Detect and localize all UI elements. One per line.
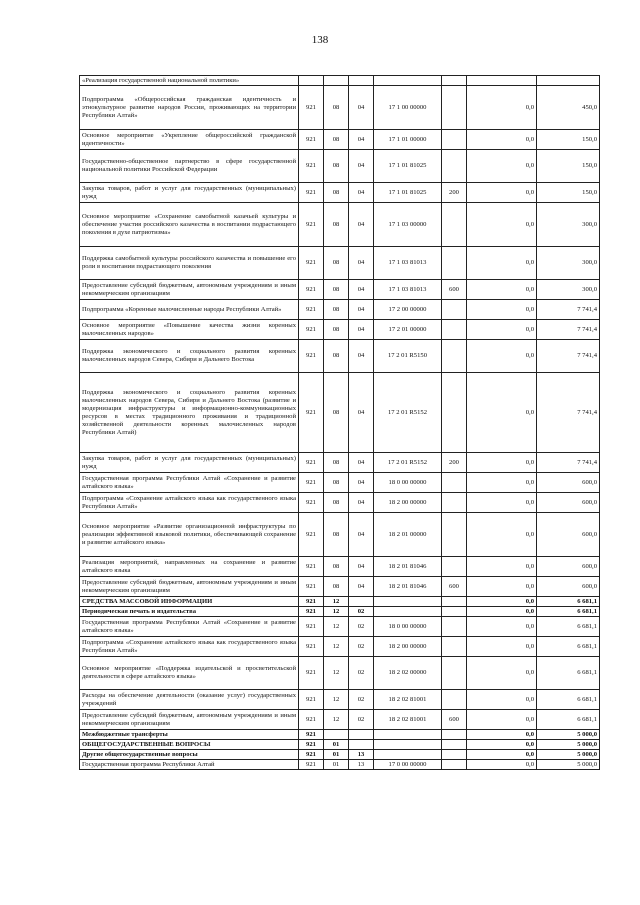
cell-col6: 0,0 xyxy=(467,617,537,637)
cell-amount: 6 681,1 xyxy=(537,690,600,710)
cell-col6: 0,0 xyxy=(467,597,537,607)
cell-col6: 0,0 xyxy=(467,340,537,373)
cell-subsection: 04 xyxy=(349,320,374,340)
cell-name: Основное мероприятие «Укрепление общероссийской гражданской идентичности» xyxy=(80,130,299,150)
cell-section: 08 xyxy=(324,247,349,280)
cell-ministry: 921 xyxy=(299,453,324,473)
cell-subsection: 04 xyxy=(349,453,374,473)
cell-name: Государственная программа Республики Алтай «Сохранение и развитие алтайского языка» xyxy=(80,617,299,637)
cell-expense-type xyxy=(442,320,467,340)
cell-section: 12 xyxy=(324,710,349,730)
cell-col6: 0,0 xyxy=(467,86,537,130)
cell-target: 17 2 01 00000 xyxy=(374,320,442,340)
cell-expense-type xyxy=(442,690,467,710)
cell-ministry: 921 xyxy=(299,340,324,373)
cell-ministry: 921 xyxy=(299,597,324,607)
cell-ministry: 921 xyxy=(299,513,324,557)
cell-ministry: 921 xyxy=(299,657,324,690)
cell-amount: 150,0 xyxy=(537,150,600,183)
cell-target: 17 1 03 81013 xyxy=(374,247,442,280)
cell-name: Закупка товаров, работ и услуг для государственных (муниципальных) нужд xyxy=(80,183,299,203)
cell-expense-type xyxy=(442,513,467,557)
table-row xyxy=(80,637,600,657)
cell-col6: 0,0 xyxy=(467,130,537,150)
table-row xyxy=(80,710,600,730)
cell-name: Периодическая печать и издательства xyxy=(80,607,299,617)
table-row xyxy=(80,473,600,493)
cell-subsection: 04 xyxy=(349,373,374,453)
cell-amount: 6 681,1 xyxy=(537,657,600,690)
cell-subsection: 04 xyxy=(349,183,374,203)
cell-ministry: 921 xyxy=(299,280,324,300)
cell-target: 17 1 01 81025 xyxy=(374,183,442,203)
cell-amount: 5 000,0 xyxy=(537,730,600,740)
table-row xyxy=(80,183,600,203)
table-row xyxy=(80,76,600,86)
table-row xyxy=(80,86,600,130)
cell-ministry: 921 xyxy=(299,710,324,730)
cell-ministry: 921 xyxy=(299,493,324,513)
cell-ministry: 921 xyxy=(299,617,324,637)
cell-target: 18 2 01 81046 xyxy=(374,557,442,577)
cell-section: 08 xyxy=(324,453,349,473)
cell-amount: 600,0 xyxy=(537,473,600,493)
cell-expense-type xyxy=(442,150,467,183)
cell-target: 18 0 00 00000 xyxy=(374,473,442,493)
cell-subsection: 04 xyxy=(349,86,374,130)
cell-target: 17 2 01 R5152 xyxy=(374,453,442,473)
table-row xyxy=(80,513,600,557)
cell-target: 17 2 01 R5152 xyxy=(374,373,442,453)
cell-section: 08 xyxy=(324,320,349,340)
table-row xyxy=(80,750,600,760)
cell-amount: 6 681,1 xyxy=(537,597,600,607)
cell-target: 17 1 03 00000 xyxy=(374,203,442,247)
cell-col6: 0,0 xyxy=(467,690,537,710)
cell-expense-type xyxy=(442,760,467,770)
cell-amount: 600,0 xyxy=(537,493,600,513)
cell-name: Основное мероприятие «Сохранение самобытной казачьей культуры и обеспечение участия российского казачества в воспитании подрастающего поколения в духе патриотизма» xyxy=(80,203,299,247)
cell-amount: 450,0 xyxy=(537,86,600,130)
cell-name: Поддержка экономического и социального развития коренных малочисленных народов Севера, Сибири и Дальнего Востока (развитие и модернизация инфраструктуры и информационно-коммуникационных ресурсов в местах традиционного проживания и традиционной хозяйственной деятельности коренных малочисленных народов Республики Алтай) xyxy=(80,373,299,453)
cell-target: 17 1 00 00000 xyxy=(374,86,442,130)
cell-ministry: 921 xyxy=(299,183,324,203)
table-row xyxy=(80,657,600,690)
cell-name: Другие общегосударственные вопросы xyxy=(80,750,299,760)
cell-amount: 5 000,0 xyxy=(537,750,600,760)
table-row xyxy=(80,150,600,183)
cell-expense-type xyxy=(442,750,467,760)
cell-name: Подпрограмма «Сохранение алтайского языка как государственного языка Республики Алтай» xyxy=(80,493,299,513)
cell-expense-type: 200 xyxy=(442,183,467,203)
cell-expense-type xyxy=(442,373,467,453)
cell-subsection: 13 xyxy=(349,760,374,770)
cell-section: 08 xyxy=(324,300,349,320)
cell-col6: 0,0 xyxy=(467,657,537,690)
cell-amount: 600,0 xyxy=(537,577,600,597)
cell-section: 12 xyxy=(324,637,349,657)
cell-name: Подпрограмма «Сохранение алтайского языка как государственного языка Республики Алтай» xyxy=(80,637,299,657)
table-row xyxy=(80,493,600,513)
table-row xyxy=(80,740,600,750)
cell-col6: 0,0 xyxy=(467,577,537,597)
page-number: 138 xyxy=(311,34,329,46)
cell-col6: 0,0 xyxy=(467,740,537,750)
cell-subsection: 04 xyxy=(349,577,374,597)
cell-target: 17 2 00 00000 xyxy=(374,300,442,320)
cell-ministry: 921 xyxy=(299,557,324,577)
cell-col6: 0,0 xyxy=(467,637,537,657)
cell-subsection xyxy=(349,740,374,750)
table-row xyxy=(80,203,600,247)
table-row xyxy=(80,247,600,280)
cell-name: Поддержка экономического и социального развития коренных малочисленных народов Севера, Сибири и Дальнего Востока xyxy=(80,340,299,373)
cell-ministry: 921 xyxy=(299,473,324,493)
cell-name: Закупка товаров, работ и услуг для государственных (муниципальных) нужд xyxy=(80,453,299,473)
cell-amount: 6 681,1 xyxy=(537,710,600,730)
cell-subsection: 04 xyxy=(349,473,374,493)
cell-col6: 0,0 xyxy=(467,710,537,730)
cell-ministry xyxy=(299,76,324,86)
cell-subsection: 04 xyxy=(349,513,374,557)
cell-section: 12 xyxy=(324,617,349,637)
cell-col6: 0,0 xyxy=(467,373,537,453)
cell-target: 17 1 01 81025 xyxy=(374,150,442,183)
cell-amount: 7 741,4 xyxy=(537,373,600,453)
cell-col6: 0,0 xyxy=(467,750,537,760)
cell-expense-type xyxy=(442,86,467,130)
cell-ministry: 921 xyxy=(299,300,324,320)
cell-target: 18 2 02 81001 xyxy=(374,710,442,730)
cell-section: 08 xyxy=(324,130,349,150)
cell-amount: 300,0 xyxy=(537,280,600,300)
cell-subsection: 04 xyxy=(349,203,374,247)
cell-ministry: 921 xyxy=(299,690,324,710)
cell-target: 18 2 01 00000 xyxy=(374,513,442,557)
cell-subsection: 04 xyxy=(349,247,374,280)
cell-amount: 600,0 xyxy=(537,557,600,577)
cell-target: 18 0 00 00000 xyxy=(374,617,442,637)
cell-amount: 300,0 xyxy=(537,203,600,247)
cell-amount: 6 681,1 xyxy=(537,607,600,617)
table-row xyxy=(80,453,600,473)
table-row xyxy=(80,373,600,453)
cell-col6: 0,0 xyxy=(467,493,537,513)
cell-expense-type xyxy=(442,637,467,657)
cell-amount xyxy=(537,76,600,86)
cell-name: Основное мероприятие «Поддержка издательской и просветительской деятельности в сфере алтайского языка» xyxy=(80,657,299,690)
cell-col6: 0,0 xyxy=(467,730,537,740)
cell-name: Расходы на обеспечение деятельности (оказание услуг) государственных учреждений xyxy=(80,690,299,710)
cell-col6: 0,0 xyxy=(467,513,537,557)
cell-section: 01 xyxy=(324,760,349,770)
table-row xyxy=(80,730,600,740)
cell-section: 08 xyxy=(324,280,349,300)
cell-expense-type: 600 xyxy=(442,280,467,300)
cell-name: Реализация мероприятий, направленных на сохранение и развитие алтайского языка xyxy=(80,557,299,577)
cell-expense-type xyxy=(442,657,467,690)
cell-amount: 7 741,4 xyxy=(537,300,600,320)
cell-expense-type xyxy=(442,597,467,607)
cell-ministry: 921 xyxy=(299,203,324,247)
table-row xyxy=(80,690,600,710)
cell-expense-type xyxy=(442,130,467,150)
cell-amount: 150,0 xyxy=(537,130,600,150)
cell-ministry: 921 xyxy=(299,760,324,770)
cell-target: 17 1 01 00000 xyxy=(374,130,442,150)
cell-name: СРЕДСТВА МАССОВОЙ ИНФОРМАЦИИ xyxy=(80,597,299,607)
cell-target xyxy=(374,730,442,740)
cell-section: 08 xyxy=(324,183,349,203)
cell-col6: 0,0 xyxy=(467,760,537,770)
cell-subsection: 02 xyxy=(349,617,374,637)
table-row xyxy=(80,577,600,597)
cell-col6: 0,0 xyxy=(467,320,537,340)
cell-col6: 0,0 xyxy=(467,557,537,577)
cell-ministry: 921 xyxy=(299,730,324,740)
cell-section: 12 xyxy=(324,607,349,617)
cell-amount: 150,0 xyxy=(537,183,600,203)
cell-col6: 0,0 xyxy=(467,183,537,203)
budget-table xyxy=(79,75,600,770)
cell-target xyxy=(374,607,442,617)
table-row xyxy=(80,597,600,607)
cell-expense-type xyxy=(442,340,467,373)
cell-name: Предоставление субсидий бюджетным, автономным учреждениям и иным некоммерческим организациям xyxy=(80,280,299,300)
cell-amount: 5 000,0 xyxy=(537,760,600,770)
cell-subsection: 04 xyxy=(349,150,374,183)
cell-target xyxy=(374,740,442,750)
cell-col6 xyxy=(467,76,537,86)
cell-subsection: 02 xyxy=(349,637,374,657)
cell-section: 08 xyxy=(324,577,349,597)
cell-subsection xyxy=(349,730,374,740)
cell-subsection: 02 xyxy=(349,657,374,690)
cell-expense-type xyxy=(442,300,467,320)
cell-col6: 0,0 xyxy=(467,150,537,183)
table-row xyxy=(80,607,600,617)
cell-ministry: 921 xyxy=(299,320,324,340)
cell-ministry: 921 xyxy=(299,130,324,150)
cell-section xyxy=(324,730,349,740)
cell-target: 18 2 00 00000 xyxy=(374,637,442,657)
cell-ministry: 921 xyxy=(299,247,324,280)
cell-target: 18 2 02 81001 xyxy=(374,690,442,710)
cell-ministry: 921 xyxy=(299,577,324,597)
cell-ministry: 921 xyxy=(299,740,324,750)
cell-name: Государственная программа Республики Алтай xyxy=(80,760,299,770)
cell-subsection: 02 xyxy=(349,690,374,710)
cell-ministry: 921 xyxy=(299,86,324,130)
cell-section: 08 xyxy=(324,203,349,247)
cell-amount: 7 741,4 xyxy=(537,320,600,340)
cell-amount: 5 000,0 xyxy=(537,740,600,750)
cell-name: Государственно-общественное партнерство в сфере государственной национальной политики Российской Федерации xyxy=(80,150,299,183)
cell-section: 12 xyxy=(324,657,349,690)
cell-col6: 0,0 xyxy=(467,473,537,493)
cell-section: 01 xyxy=(324,750,349,760)
cell-section: 08 xyxy=(324,557,349,577)
cell-name: Подпрограмма «Общероссийская гражданская идентичность и этнокультурное развитие народов России, проживающих на территории Республики Алтай» xyxy=(80,86,299,130)
cell-section: 08 xyxy=(324,493,349,513)
cell-target xyxy=(374,750,442,760)
cell-ministry: 921 xyxy=(299,637,324,657)
cell-name: «Реализация государственной национальной политики» xyxy=(80,76,299,86)
cell-col6: 0,0 xyxy=(467,607,537,617)
cell-name: Подпрограмма «Коренные малочисленные народы Республики Алтай» xyxy=(80,300,299,320)
cell-expense-type: 200 xyxy=(442,453,467,473)
table-row xyxy=(80,300,600,320)
cell-subsection: 04 xyxy=(349,130,374,150)
cell-expense-type xyxy=(442,203,467,247)
cell-section: 08 xyxy=(324,340,349,373)
cell-subsection: 02 xyxy=(349,710,374,730)
table-row xyxy=(80,130,600,150)
table-row xyxy=(80,340,600,373)
cell-col6: 0,0 xyxy=(467,247,537,280)
cell-amount: 6 681,1 xyxy=(537,617,600,637)
cell-target xyxy=(374,76,442,86)
cell-expense-type xyxy=(442,740,467,750)
cell-target: 18 2 02 00000 xyxy=(374,657,442,690)
cell-section: 08 xyxy=(324,150,349,183)
cell-target: 17 0 00 00000 xyxy=(374,760,442,770)
cell-expense-type xyxy=(442,76,467,86)
cell-amount: 7 741,4 xyxy=(537,453,600,473)
cell-subsection: 04 xyxy=(349,340,374,373)
cell-subsection: 04 xyxy=(349,557,374,577)
cell-amount: 6 681,1 xyxy=(537,637,600,657)
cell-target: 18 2 00 00000 xyxy=(374,493,442,513)
cell-expense-type: 600 xyxy=(442,710,467,730)
cell-expense-type xyxy=(442,607,467,617)
cell-expense-type xyxy=(442,247,467,280)
cell-col6: 0,0 xyxy=(467,280,537,300)
cell-section: 08 xyxy=(324,513,349,557)
cell-expense-type xyxy=(442,493,467,513)
cell-expense-type xyxy=(442,557,467,577)
cell-name: ОБЩЕГОСУДАРСТВЕННЫЕ ВОПРОСЫ xyxy=(80,740,299,750)
cell-expense-type: 600 xyxy=(442,577,467,597)
cell-subsection xyxy=(349,597,374,607)
cell-amount: 7 741,4 xyxy=(537,340,600,373)
cell-name: Предоставление субсидий бюджетным, автономным учреждениям и иным некоммерческим организациям xyxy=(80,710,299,730)
cell-target xyxy=(374,597,442,607)
cell-section: 08 xyxy=(324,473,349,493)
table-row xyxy=(80,760,600,770)
cell-section: 12 xyxy=(324,690,349,710)
cell-section: 12 xyxy=(324,597,349,607)
cell-name: Предоставление субсидий бюджетным, автономным учреждениям и иным некоммерческим организациям xyxy=(80,577,299,597)
cell-subsection: 13 xyxy=(349,750,374,760)
cell-col6: 0,0 xyxy=(467,203,537,247)
cell-section: 08 xyxy=(324,373,349,453)
cell-ministry: 921 xyxy=(299,373,324,453)
cell-expense-type xyxy=(442,730,467,740)
cell-subsection: 04 xyxy=(349,300,374,320)
cell-subsection: 04 xyxy=(349,493,374,513)
cell-section: 08 xyxy=(324,86,349,130)
cell-ministry: 921 xyxy=(299,750,324,760)
table-row xyxy=(80,280,600,300)
cell-amount: 300,0 xyxy=(537,247,600,280)
table-row xyxy=(80,617,600,637)
cell-ministry: 921 xyxy=(299,150,324,183)
cell-col6: 0,0 xyxy=(467,300,537,320)
cell-section xyxy=(324,76,349,86)
cell-target: 17 1 03 81013 xyxy=(374,280,442,300)
cell-amount: 600,0 xyxy=(537,513,600,557)
table-row xyxy=(80,320,600,340)
cell-ministry: 921 xyxy=(299,607,324,617)
cell-name: Государственная программа Республики Алтай «Сохранение и развитие алтайского языка» xyxy=(80,473,299,493)
cell-name: Поддержка самобытной культуры российского казачества и повышение его роли в воспитании подрастающего поколения xyxy=(80,247,299,280)
cell-expense-type xyxy=(442,473,467,493)
cell-name: Межбюджетные трансферты xyxy=(80,730,299,740)
cell-section: 01 xyxy=(324,740,349,750)
cell-subsection: 02 xyxy=(349,607,374,617)
cell-expense-type xyxy=(442,617,467,637)
table-row xyxy=(80,557,600,577)
cell-target: 17 2 01 R5150 xyxy=(374,340,442,373)
cell-name: Основное мероприятие «Развитие организационной инфраструктуры по реализации эффективной языковой политики, обеспечивающей сохранение и развитие алтайского языка» xyxy=(80,513,299,557)
cell-target: 18 2 01 81046 xyxy=(374,577,442,597)
cell-subsection: 04 xyxy=(349,280,374,300)
cell-name: Основное мероприятие «Повышение качества жизни коренных малочисленных народов» xyxy=(80,320,299,340)
cell-subsection xyxy=(349,76,374,86)
cell-col6: 0,0 xyxy=(467,453,537,473)
